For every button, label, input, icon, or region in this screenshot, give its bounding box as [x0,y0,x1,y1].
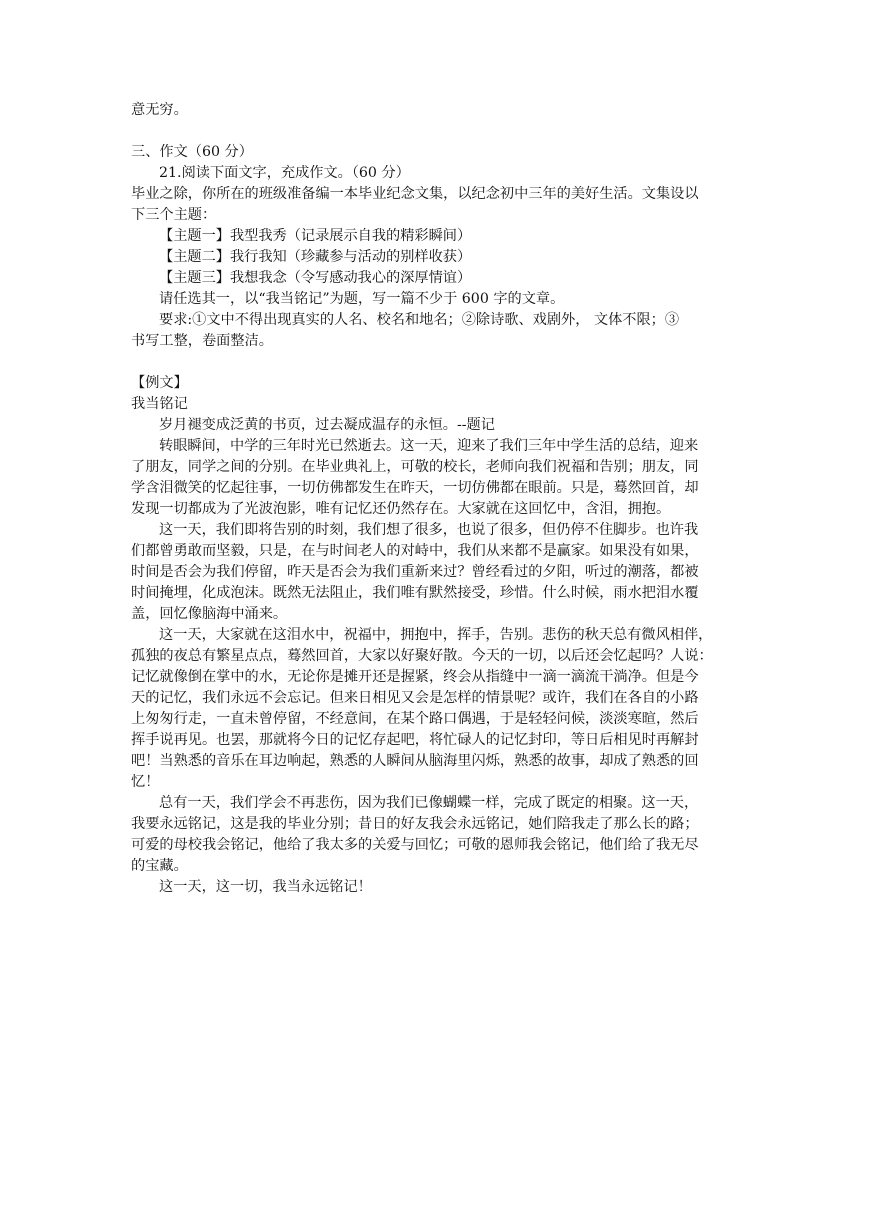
continued-text-line: 意无穷。 [131,102,188,118]
paragraph-line: 吧！当熟悉的音乐在耳边响起，熟悉的人瞬间从脑海里闪烁，熟悉的故事，却成了熟悉的回 [131,753,699,769]
paragraph-line: 了朋友，同学之间的分别。在毕业典礼上，可敬的校长，老师向我们祝福和告别；朋友，同 [131,459,699,475]
question-intro-line: 下三个主题： [131,207,217,223]
topic-two: 【主题二】我行我知（珍藏参与活动的别样收获） [159,249,472,265]
question-prompt: 21.阅读下面文字，充成作文。（60 分） [159,165,410,181]
paragraph-line: 天的记忆，我们永远不会忘记。但来日相见又会是怎样的情景呢？或许，我们在各自的小路 [131,690,699,706]
paragraph-line: 这一天，大家就在这泪水中，祝福中，拥抱中，挥手，告别。悲伤的秋天总有微风相伴， [159,627,713,643]
paragraph-line: 们都曾勇敢而坚毅，只是，在与时间老人的对峙中，我们从来都不是赢家。如果没有如果， [131,543,699,559]
requirements-line: 要求:①文中不得出现真实的人名、校名和地名；②除诗歌、戏剧外， 文体不限；③ [159,312,680,328]
paragraph-line: 记忆就像倒在掌中的水，无论你是摊开还是握紧，终会从指缝中一滴一滴流干淌净。但是今 [131,669,699,685]
paragraph-line: 孤独的夜总有繁星点点，蓦然回首，大家以好聚好散。今天的一切，以后还会忆起吗？人说： [131,648,713,664]
paragraph-line: 发现一切都成为了光波泡影，唯有记忆还仍然存在。大家就在这回忆中，含泪，拥抱。 [131,501,671,517]
section-title: 三、作文（60 分） [131,144,253,160]
paragraph-line: 时间掩埋，化成泡沫。既然无法阻止，我们唯有默然接受，珍惜。什么时候，雨水把泪水覆 [131,585,699,601]
example-label: 【例文】 [131,375,188,391]
requirements-line: 书写工整，卷面整洁。 [131,333,273,349]
paragraph-line: 时间是否会为我们停留，昨天是否会为我们重新来过？曾经看过的夕阳，听过的潮落，都被 [131,564,699,580]
paragraph-line: 的宝藏。 [131,858,188,874]
closing-line: 这一天，这一切，我当永远铭记！ [159,879,372,895]
paragraph-line: 这一天，我们即将告别的时刻，我们想了很多，也说了很多，但仍停不住脚步。也许我 [159,522,699,538]
paragraph-line: 忆！ [131,774,160,790]
paragraph-line: 我要永远铭记，这是我的毕业分别；昔日的好友我会永远铭记，她们陪我走了那么长的路； [131,816,699,832]
example-title: 我当铭记 [131,396,188,412]
paragraph-line: 盖，回忆像脑海中涌来。 [131,606,288,622]
paragraph-line: 转眼瞬间，中学的三年时光已然逝去。这一天，迎来了我们三年中学生活的总结，迎来 [159,438,699,454]
paragraph-line: 可爱的母校我会铭记，他给了我太多的关爱与回忆；可敬的恩师我会铭记，他们给了我无尽 [131,837,699,853]
question-instruction: 请任选其一，以“我当铭记”为题，写一篇不少于 600 字的文章。 [159,291,565,307]
example-epigraph: 岁月褪变成泛黄的书页，过去凝成温存的永恒。--题记 [159,417,495,433]
topic-three: 【主题三】我想我念（令写感动我心的深厚情谊） [159,270,472,286]
paragraph-line: 总有一天，我们学会不再悲伤，因为我们已像蝴蝶一样，完成了既定的相聚。这一天， [159,795,699,811]
paragraph-line: 学含泪微笑的忆起往事，一切仿佛都发生在昨天，一切仿佛都在眼前。只是，蓦然回首，却 [131,480,699,496]
question-intro-line: 毕业之除，你所在的班级准备编一本毕业纪念文集，以纪念初中三年的美好生活。文集设以 [131,186,699,202]
paragraph-line: 挥手说再见。也罢，那就将今日的记忆存起吧，将忙碌人的记忆封印，等日后相见时再解封 [131,732,699,748]
paragraph-line: 上匆匆行走，一直未曾停留，不经意间，在某个路口偶遇，于是轻轻问候，淡淡寒暄，然后 [131,711,699,727]
topic-one: 【主题一】我型我秀（记录展示自我的精彩瞬间） [159,228,472,244]
